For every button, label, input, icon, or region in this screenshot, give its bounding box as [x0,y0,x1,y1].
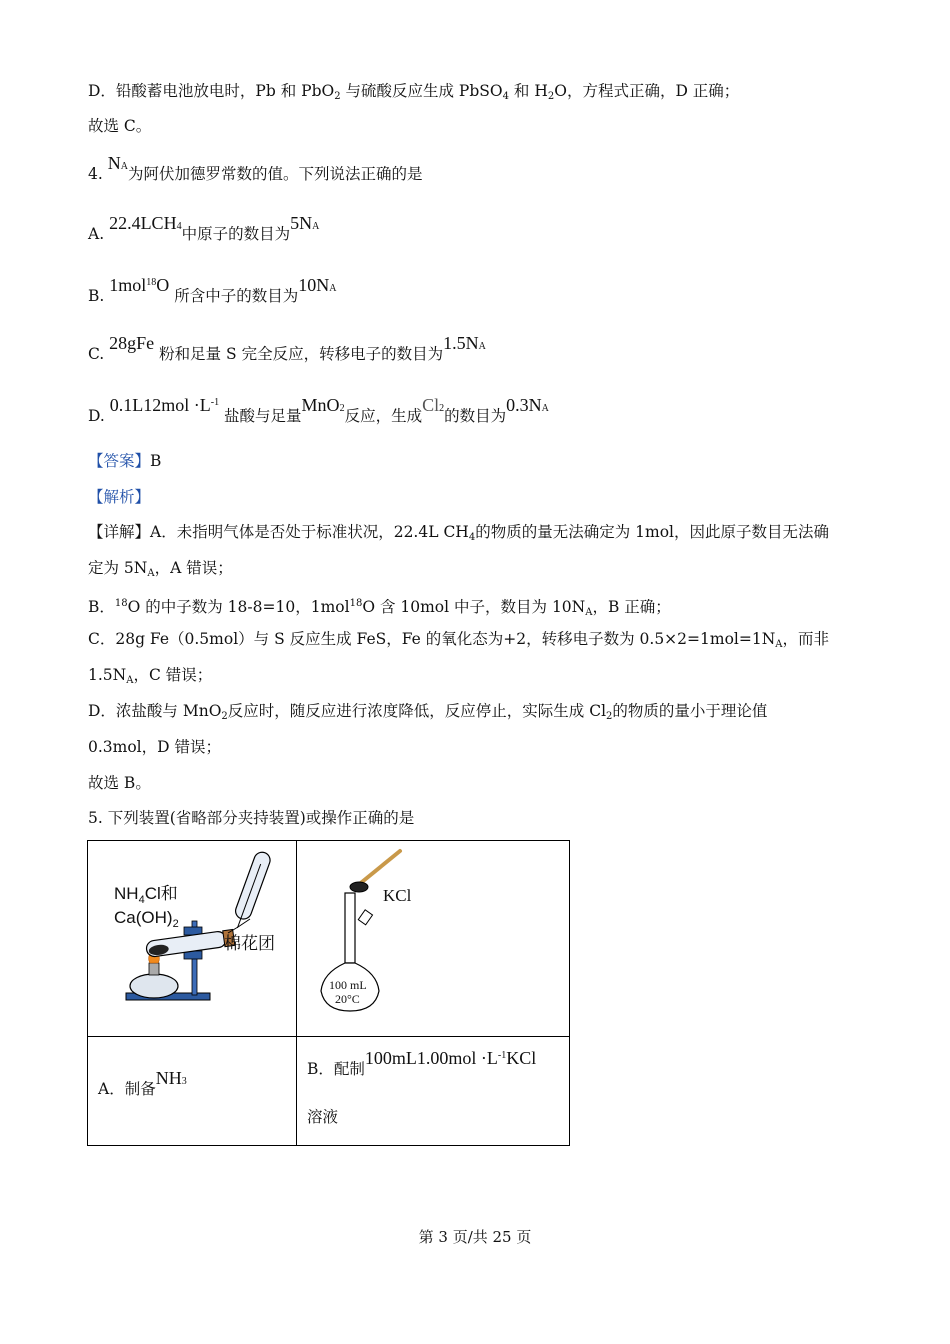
text: 反应时，随反应进行浓度降低，反应停止，实际生成 Cl [227,702,607,720]
option-cell-a [88,1037,297,1146]
text: A [541,403,549,414]
label-temp: 20°C [335,992,360,1006]
sub: A [585,607,593,618]
detail-line-7: 0.3mol，D 错误； [88,738,221,756]
sub: 2 [547,91,555,102]
text: 的物质的量小于理论值 [612,702,768,720]
text: ，A 错误； [154,559,233,577]
text: Cl [422,395,440,415]
text: 盐酸与足量 [224,407,302,425]
flask-neck [345,893,355,963]
formula [302,397,345,415]
formula [156,1070,187,1088]
text: O，方程式正确，D 正确； [554,82,740,100]
text: ，C 错误； [133,666,213,684]
label: D. [88,407,105,425]
formula [365,1050,536,1068]
formula [290,215,319,233]
q4-option-b [88,275,337,310]
formula [109,277,169,295]
text: 所含中子的数目为 [174,287,299,305]
collection-group [230,850,272,931]
volumetric-flask-figure [297,841,569,1036]
text: ，而非 [782,630,830,648]
text: MnO [301,395,340,415]
q5-options-table [87,840,570,1146]
text: 28gFe [109,333,155,353]
sub: A [775,639,783,650]
sub: 2 [334,91,341,102]
formula [443,335,486,353]
q-number: 4. [88,165,103,183]
q4-stem [88,153,423,188]
detail-line-4 [88,628,829,656]
sub: A [126,675,134,686]
alcohol-lamp [130,974,178,998]
text: -1 [497,1050,507,1061]
text: A [120,161,128,172]
spoon-head [350,882,368,892]
label-caoh2 [114,908,179,930]
text: 定为 5N [88,559,148,577]
sub: 2 [606,711,613,722]
label-volume: 100 mL [329,978,367,992]
prev-d-explanation [88,80,739,108]
detail-line-2 [88,557,233,585]
text: A．制备 [98,1080,156,1098]
text: B． [88,598,115,616]
label: C. [88,345,105,363]
text: 和 H [509,82,548,100]
text: 1mol [109,275,147,295]
label-nh4cl [114,884,178,906]
text: 4 [176,221,182,232]
answer-line [88,450,161,472]
option-a-caption [98,1068,187,1099]
figure-cell-b [297,841,570,1037]
text: 的物质的量无法确定为 1mol，因此原子数目无法确 [475,523,829,541]
text: Ca(OH) [114,908,173,927]
sub: 4 [468,532,476,543]
text: 2 [439,403,445,414]
formula [506,397,549,415]
detail-line-1 [88,521,829,549]
na-symbol [108,155,128,173]
text: -1 [210,397,220,408]
text: NH [114,884,139,903]
text: 1.5N [443,333,479,353]
q4-option-d [88,395,549,430]
sup: 18 [114,598,128,609]
text: 2 [172,918,179,930]
detail-line-3 [88,593,671,624]
text: 为阿伏加德罗常数的值。下列说法正确的是 [127,165,423,183]
option-cell-b [297,1037,570,1146]
text: D．浓盐酸与 MnO [88,702,222,720]
text: A [329,283,337,294]
text: 100mL1.00mol ·L [364,1048,498,1068]
sub: A [147,568,155,579]
formula [109,215,182,233]
page-footer: 第 3 页/共 25 页 [418,1228,532,1246]
lamp-neck [149,963,159,975]
formula [109,335,154,353]
detail-line-5 [88,664,212,692]
text: KCl [506,1048,537,1068]
text: 中原子的数目为 [181,225,291,243]
text: 反应，生成 [344,407,423,425]
detail-label: 【详解】 [88,523,151,541]
text: B．配制 [307,1060,365,1078]
text: NH [155,1068,182,1088]
text: A．未指明气体是否处于标准状况，22.4L CH [150,523,469,541]
text: ，B 正确； [592,598,671,616]
spoon-handle [357,851,400,886]
sup: 18 [349,598,363,609]
text: 4 [138,894,145,906]
text: 的数目为 [444,407,507,425]
text: 1.5N [88,666,127,684]
formula [422,397,444,415]
label: A. [88,225,105,243]
flask-stopper [358,910,372,925]
text: A [312,221,320,232]
q4-option-a [88,213,320,248]
label-cotton: 棉花团 [224,934,275,954]
text: 粉和足量 S 完全反应，转移电子的数目为 [159,345,444,363]
answer-value: B [150,452,162,470]
text: 5N [290,213,313,233]
text: O [156,275,170,295]
formula [298,277,336,295]
formula [110,397,219,415]
text: 18 [146,277,157,288]
sub: 4 [502,91,509,102]
text: 10N [298,275,330,295]
text: D．铅酸蓄电池放电时，Pb 和 PbO [88,82,335,100]
text: 0.3N [506,395,542,415]
q4-option-c [88,333,486,368]
text: 3 [181,1076,187,1087]
q5-stem: 5. 下列装置(省略部分夹持装置)或操作正确的是 [88,809,415,827]
label: B. [88,287,105,305]
analysis-label: 【解析】 [88,488,151,506]
figure-cell-a [88,841,297,1037]
option-b-caption-2: 溶液 [307,1108,339,1126]
text: O 的中子数为 18-8=10，1mol [127,598,350,616]
text: 22.4LCH [109,213,177,233]
text: 与硫酸反应生成 PbSO [340,82,503,100]
ammonia-apparatus-figure [88,841,296,1036]
text: 0.1L12mol ·L [109,395,211,415]
text: A [478,341,486,352]
detail-line-8: 故选 B。 [88,774,151,792]
answer-label: 【答案】 [88,452,151,470]
text: C．28g Fe（0.5mol）与 S 反应生成 FeS，Fe 的氧化态为+2，转移电子数为 0.5×2=1mol=1N [88,630,776,648]
detail-line-6 [88,700,767,728]
prev-choose: 故选 C。 [88,117,152,135]
label-kcl: KCl [383,886,412,905]
text: O 含 10mol 中子，数目为 10N [362,598,586,616]
text: N [107,153,121,173]
text: Cl和 [144,884,178,903]
option-b-caption [307,1048,537,1079]
sub: 2 [221,711,228,722]
text: 2 [339,403,345,414]
